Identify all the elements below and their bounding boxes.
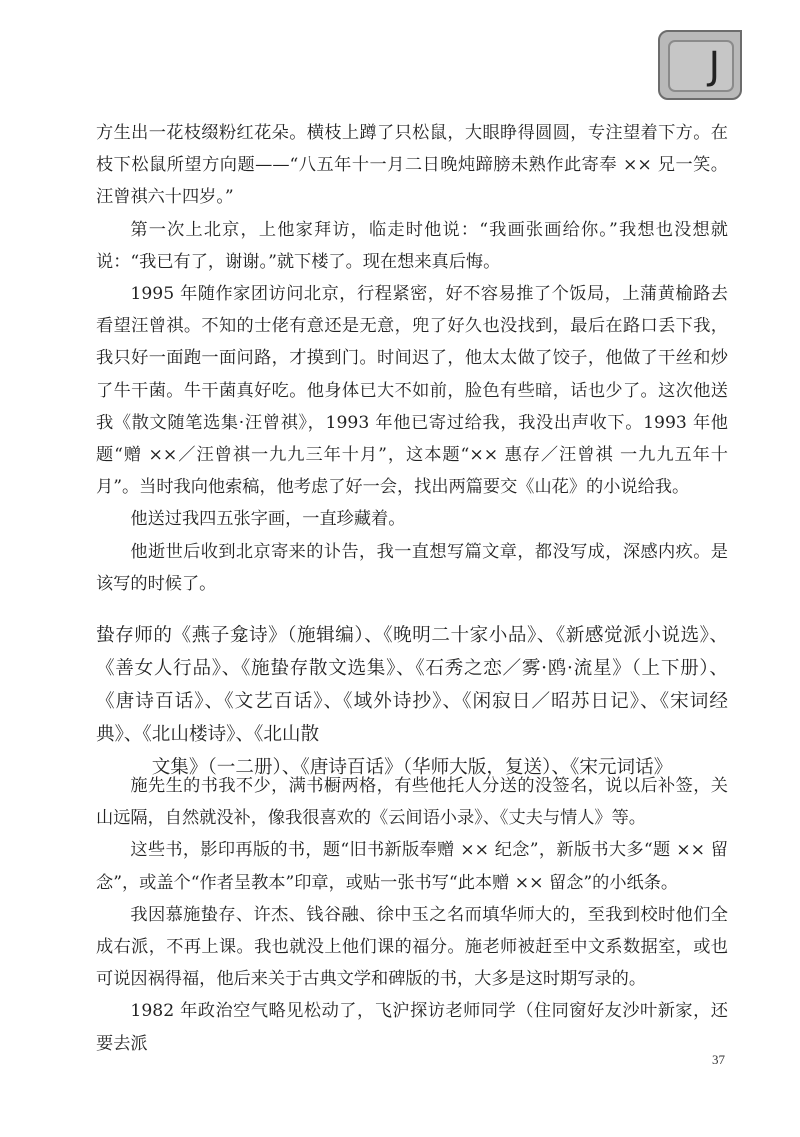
- paragraph: 他送过我四五张字画，一直珍藏着。: [130, 509, 406, 530]
- page-number: 37: [712, 1052, 725, 1067]
- paragraph: 方生出一花枝缀粉红花朵。横枝上蹲了只松鼠，大眼睁得圆圆，专注望着下方。在枝下松鼠所望方向题——“八五年十一月二日晚炖蹄膀未熟作此寄奉 ×× 兄一笑。汪曾祺六十四岁。”: [96, 123, 728, 208]
- chapter-letter: J: [708, 44, 720, 88]
- paragraph: 他逝世后收到北京寄来的讣告，我一直想写篇文章，都没写成，深感内疚。是该写的时候了。: [96, 541, 728, 594]
- heading-line: 蛰存师的《燕子龛诗》（施辑编）、《晚明二十家小品》、《新感觉派小说选》、《善女人行品》、《施蛰存散文选集》、《石秀之恋／雾·鸥·流星》（上下册）、《唐诗百话》、《文艺百话》、《域外诗抄》、《闲寂日／昭苏日记》、《宋词经典》、《北山楼诗》、《北山散: [96, 625, 728, 745]
- chapter-tab-inner: [668, 40, 734, 92]
- paragraph: 1995 年随作家团访问北京，行程紧密，好不容易推了个饭局，上蒲黄榆路去看望汪曾祺。不知的士佬有意还是无意，兜了好久也没找到，最后在路口丢下我，我只好一面跑一面问路，才摸到门。时间迟了，他太太做了饺子，他做了干丝和炒了牛干菌。牛干菌真好吃。他身体已大不如前，脸色有些暗，话也少了。这次他送我《散文随笔选集·汪曾祺》，1993 年他已寄过给我，我没出声收下。1993 年他题“赠 ××／汪曾祺一九九三年十月”，这本题“×× 惠存／汪曾祺 一九九五年十月”。当时我向他索稿，他考虑了好一会，找出两篇要交《山花》的小说给我。: [96, 284, 728, 498]
- paragraph: 施先生的书我不少，满书橱两格，有些他托人分送的没签名，说以后补签，关山远隔，自然就没补，像我很喜欢的《云间语小录》、《丈夫与情人》等。: [96, 776, 728, 829]
- paragraph: 第一次上北京，上他家拜访，临走时他说：“我画张画给你。”我想也没想就说：“我已有了，谢谢。”就下楼了。现在想来真后悔。: [96, 219, 728, 272]
- paragraph: 这些书，影印再版的书，题“旧书新版奉赠 ×× 纪念”，新版书大多“题 ×× 留念”，或盖个“作者呈教本”印章，或贴一张书写“此本赠 ×× 留念”的小纸条。: [96, 840, 728, 893]
- section-shi-zhecun: [96, 770, 728, 1060]
- heading-line-centered: 文集》（一二册）、《唐诗百话》（华师大版，复送）、《宋元词话》: [151, 757, 673, 778]
- chapter-tab: [658, 30, 742, 100]
- section-heading-shi-zhecun: [96, 619, 728, 784]
- section-wang-zengqi: [96, 117, 728, 600]
- paragraph: 1982 年政治空气略见松动了，飞沪探访老师同学（住同窗好友沙叶新家，还要去派: [96, 1001, 728, 1054]
- paragraph: 我因慕施蛰存、许杰、钱谷融、徐中玉之名而填华师大的，至我到校时他们全成右派，不再上课。我也就没上他们课的福分。施老师被赶至中文系数据室，或也可说因祸得福，他后来关于古典文学和碑版的书，大多是这时期写录的。: [96, 904, 728, 990]
